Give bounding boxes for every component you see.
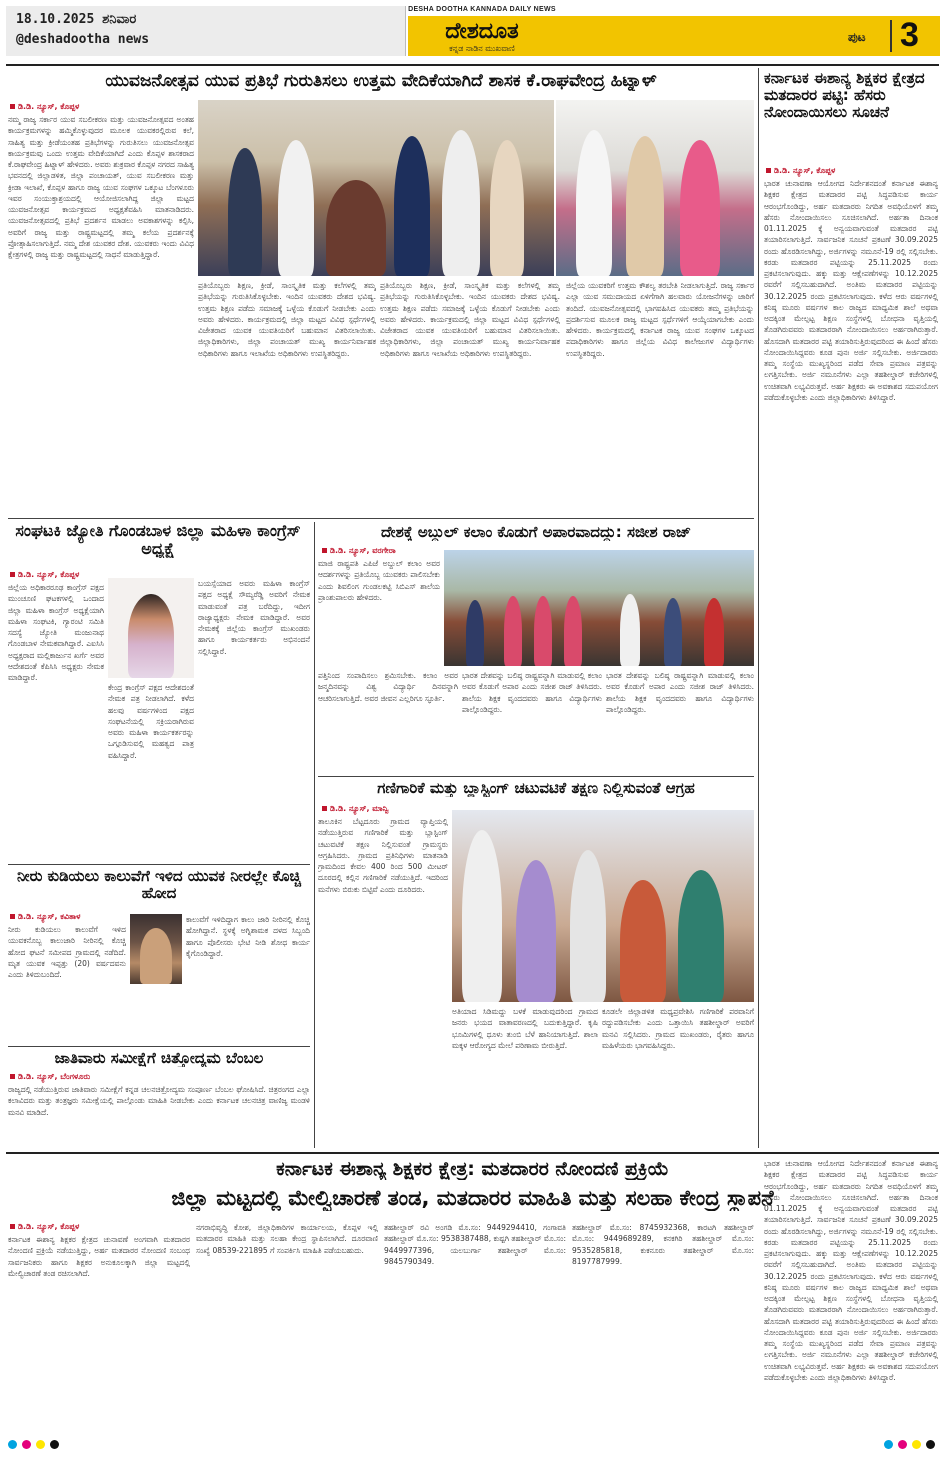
water-column-2 [186, 914, 310, 1042]
lead-headline: ಯುವಜನೋತ್ಸವ ಯುವ ಪ್ರತಿಭೆ ಗುರುತಿಸಲು ಉತ್ತಮ ವೇದಿಕೆಯಾಗಿದೆ ಶಾಸಕ ಕೆ.ರಾಘವೇಂದ್ರ ಹಿಟ್ನಾಳ್ [105, 72, 657, 91]
caste-body [8, 1084, 310, 1146]
kalam-column-2 [318, 670, 458, 772]
brand-tagline: ಕನ್ನಡ ನಾಡಿನ ಮುಖವಾಣಿ [449, 44, 515, 53]
sidebar-headline: ಕರ್ನಾಟಕ ಈಶಾನ್ಯ ಶಿಕ್ಷಕರ ಕ್ಷೇತ್ರದ ಮತದಾರರ ಪಟ್ಟಿ: ಹೆಸರು ನೋಂದಾಯಿಸಲು ಸೂಚನೆ [764, 70, 925, 121]
registration-mark-magenta [898, 1440, 907, 1449]
registration-mark-black [50, 1440, 59, 1449]
lead-photo [198, 100, 554, 276]
newspaper-logo [408, 16, 556, 56]
jyothi-column-2 [108, 682, 194, 858]
sidebar-continued [764, 1158, 938, 1434]
kalam-paragraph-2: ಪತ್ತಿನಿಂದ ಸಂಪಾದಿಸಲು ಶ್ರಮಿಸಬೇಕು. ಕಲಾಂ ಅವರ ಜನ್ಮದಿನವನ್ನು ವಿಶ್ವ ವಿದ್ಯಾರ್ಥಿ ದಿನವನ್ನಾಗಿ ಆಚರಿಸಲಾಗುತ್ತಿದೆ. ಅವರ ಜೀವನ ಎಲ್ಲರಿಗೂ ಸ್ಫೂರ್ತಿ. [318, 671, 458, 703]
bottom-paragraph-4: ತಹಶೀಲ್ದಾರ್ ಮೊ.ಸಂ: 8745932368, ಕಾರಟಗಿ ತಹಶೀಲ್ದಾರ್ ಮೊ.ಸಂ: 9449689289, ಕನಕಗಿರಿ ತಹಶೀಲ್ದಾರ್ ಮೊ.ಸಂ: 9535285818, ಕುಕನೂರು ತಹಶೀಲ್ದಾರ್ ಮೊ.ಸಂ: 8197787999. [572, 1223, 754, 1266]
water-headline: ನೀರು ಕುಡಿಯಲು ಕಾಲುವೆಗೆ ಇಳಿದ ಯುವಕ ನೀರಲ್ಲೇ ಕೊಚ್ಚಿ ಹೋದ [16, 868, 302, 902]
mining-column-2 [452, 1006, 598, 1146]
photo-figure [228, 148, 262, 276]
portrait-figure [128, 594, 174, 678]
photo-figure [678, 870, 724, 1002]
water-photo [130, 914, 182, 984]
water-paragraph-2: ಕಾಲುವೆಗೆ ಇಳಿದಿದ್ದಾಗ ಕಾಲು ಜಾರಿ ನೀರಿನಲ್ಲಿ ಕೊಚ್ಚಿ ಹೋಗಿದ್ದಾನೆ. ಸ್ಥಳಕ್ಕೆ ಅಗ್ನಿಶಾಮಕ ದಳದ ಸಿಬ್ಬಂದಿ ಹಾಗೂ ಪೊಲೀಸರು ಭೇಟಿ ನೀಡಿ ಶೋಧ ಕಾರ್ಯ ಕೈಗೊಂಡಿದ್ದಾರೆ. [186, 915, 310, 958]
jyothi-portrait [108, 578, 194, 678]
photo-figure [278, 140, 314, 276]
masthead-english-title: DESHA DOOTHA KANNADA DAILY NEWS [408, 6, 556, 13]
bottom-column-4 [572, 1222, 754, 1434]
photo-figure [576, 130, 612, 276]
photo-figure [516, 860, 556, 1002]
caste-paragraph: ರಾಜ್ಯದಲ್ಲಿ ನಡೆಯುತ್ತಿರುವ ಜಾತಿವಾರು ಸಮೀಕ್ಷೆಗೆ ಕನ್ನಡ ಚಲನಚಿತ್ರೋದ್ಯಮ ಸಂಪೂರ್ಣ ಬೆಂಬಲ ಘೋಷಿಸಿದೆ. ಚಿತ್ರರಂಗದ ಎಲ್ಲಾ ಕಲಾವಿದರು ಮತ್ತು ತಂತ್ರಜ್ಞರು ಸಮೀಕ್ಷೆಯಲ್ಲಿ ಪಾಲ್ಗೊಂಡು ಮಾಹಿತಿ ನೀಡಬೇಕು ಎಂದು ಕರ್ನಾಟಕ ಚಲನಚಿತ್ರ ವಾಣಿಜ್ಯ ಮಂಡಳಿ ಮನವಿ ಮಾಡಿದೆ. [8, 1085, 310, 1117]
lead-column-4 [566, 280, 754, 514]
bottom-headline-2: ಜಿಲ್ಲಾ ಮಟ್ಟದಲ್ಲಿ ಮೇಲ್ವಿಚಾರಣೆ ತಂಡ, ಮತದಾರರ ಮಾಹಿತಿ ಮತ್ತು ಸಲಹಾ ಕೇಂದ್ರ ಸ್ಥಾಪನೆ [171, 1186, 774, 1210]
kalam-byline: ಡಿ.ಡಿ. ನ್ಯೂಸ್, ವರಗೇರಾ [322, 546, 396, 556]
page-label: ಪುಟ [848, 30, 866, 44]
bottom-rule [6, 1152, 939, 1154]
jyothi-headline: ಸಂಘಟಕಿ ಜ್ಯೋತಿ ಗೊಂಡಬಾಳ ಜಿಲ್ಲಾ ಮಹಿಳಾ ಕಾಂಗ್ರೆಸ್ ಅಧ್ಯಕ್ಷೆ [15, 522, 301, 558]
lead-paragraph-1: ನಮ್ಮ ರಾಜ್ಯ ಸರ್ಕಾರ ಯುವ ಸಬಲೀಕರಣ ಮತ್ತು ಯುವಜನೋತ್ಸವದ ಅಂತಹ ಕಾರ್ಯಕ್ರಮಗಳನ್ನು ಹಮ್ಮಿಕೊಳ್ಳುವುದರ ಮೂಲಕ ಯುವಕರಲ್ಲಿರುವ ಕಲೆ, ಸಾಹಿತ್ಯ ಮತ್ತು ಕ್ರೀಡೆಯಂತಹ ಪ್ರತಿಭೆಗಳನ್ನು ಗುರುತಿಸಲು ಯುವಜನೋತ್ಸವ ಕಾರ್ಯಕ್ರಮವು ಒಂದು ಉತ್ತಮ ವೇದಿಕೆಯಾಗಿದೆ ಎಂದು ಕೊಪ್ಪಳ ಶಾಸಕರಾದ ಕೆ.ರಾಘವೇಂದ್ರ ಹಿಟ್ನಾಳ್ ಹೇಳಿದರು. ಅವರು ಶುಕ್ರವಾರ ಕೊಪ್ಪಳ ನಗರದ ಸಾಹಿತ್ಯ ಭವನದಲ್ಲಿ ಜಿಲ್ಲಾಡಳಿತ, ಜಿಲ್ಲಾ ಪಂಚಾಯತ್, ಯುವ ಸಬಲೀಕರಣ ಮತ್ತು ಕ್ರೀಡಾ ಇಲಾಖೆ, ಕೊಪ್ಪಳ ಹಾಗೂ ರಾಜ್ಯ ಯುವ ಸಂಘಗಳ ಒಕ್ಕೂಟ ಬೆಂಗಳೂರು ಇವರ ಸಂಯುಕ್ತಾಶ್ರಯದಲ್ಲಿ ಆಯೋಜಿಸಲಾಗಿದ್ದ ಜಿಲ್ಲಾ ಮಟ್ಟದ ಯುವಜನೋತ್ಸವ ಕಾರ್ಯಕ್ರಮದ ಅಧ್ಯಕ್ಷತೆವಹಿಸಿ ಮಾತನಾಡಿದರು. ಯುವಜನೋತ್ಸವದಲ್ಲಿ ಪ್ರತಿಭೆ ಪ್ರದರ್ಶನ ಮಾಡಲು ಅವಕಾಶಗಳನ್ನು ಕಲ್ಪಿಸಿ, ಅವರಿಗೆ ರಾಜ್ಯ ಮತ್ತು ರಾಷ್ಟ್ರಮಟ್ಟದಲ್ಲಿ ತಮ್ಮ ಕಲೆಯ ಪ್ರದರ್ಶನಕ್ಕೆ ಪ್ರೋತ್ಸಾಹಿಸಲಾಗುತ್ತಿದೆ. ನಮ್ಮ ದೇಶ ಯುವಕರ ದೇಶ. ಯುವಕರು ಇಂದು ವಿವಿಧ ಕ್ಷೇತ್ರಗಳಲ್ಲಿ ರಾಜ್ಯ ಮತ್ತು ರಾಷ್ಟ್ರಮಟ್ಟದಲ್ಲಿ ಸಾಧನೆ ಮಾಡುತ್ತಿದ್ದಾರೆ. [8, 115, 194, 259]
mining-paragraph-1: ತಾಲೂಕಿನ ಬೆಟ್ಟದೂರು ಗ್ರಾಮದ ವ್ಯಾಪ್ತಿಯಲ್ಲಿ ನಡೆಯುತ್ತಿರುವ ಗಣಿಗಾರಿಕೆ ಮತ್ತು ಬ್ಲಾಸ್ಟಿಂಗ್ ಚಟುವಟಿಕೆ ತಕ್ಷಣ ನಿಲ್ಲಿಸುವಂತೆ ಗ್ರಾಮಸ್ಥರು ಆಗ್ರಹಿಸಿದರು. ಗ್ರಾಮದ ಪ್ರತಿನಿಧಿಗಳು ಮಾತನಾಡಿ ಗ್ರಾಮದಿಂದ ಕೇವಲ 400 ರಿಂದ 500 ಮೀಟರ್ ದೂರದಲ್ಲಿ ಕಲ್ಲಿನ ಗಣಿಗಾರಿಕೆ ನಡೆಯುತ್ತಿದೆ. ಇದರಿಂದ ಮನೆಗಳು ಬಿರುಕು ಬಿಟ್ಟಿವೆ ಎಂದು ದೂರಿದರು. [318, 817, 448, 894]
kalam-paragraph-1: ಮಾಜಿ ರಾಷ್ಟ್ರಪತಿ ಎಪಿಜೆ ಅಬ್ದುಲ್ ಕಲಾಂ ಅವರ ಆದರ್ಶಗಳನ್ನು ಪ್ರತಿಯೊಬ್ಬ ಯುವಕರು ಪಾಲಿಸಬೇಕು ಎಂದು ಶಿವಲಿಂಗ ಗುಂಡಲಕಟ್ಟಿ ಸಿಬಿಎಸ್ ಶಾಲೆಯ ಪ್ರಾಂಶುಪಾಲರು ಹೇಳಿದರು. [318, 559, 440, 602]
photo-figure [504, 596, 522, 666]
photo-figure [326, 180, 386, 276]
masthead-info-box [6, 6, 406, 56]
sidebar-continued-paragraph: ಭಾರತ ಚುನಾವಣಾ ಆಯೋಗದ ನಿರ್ದೇಶನದಂತೆ ಕರ್ನಾಟಕ ಈಶಾನ್ಯ ಶಿಕ್ಷಕರ ಕ್ಷೇತ್ರದ ಮತದಾರರ ಪಟ್ಟಿ ಸಿದ್ಧಪಡಿಸುವ ಕಾರ್ಯ ಆರಂಭಗೊಂಡಿದ್ದು, ಅರ್ಹ ಮತದಾರರು ನಿಗದಿತ ಅವಧಿಯೊಳಗೆ ತಮ್ಮ ಹೆಸರು ನೋಂದಾಯಿಸಲು ಸೂಚಿಸಲಾಗಿದೆ. ಅರ್ಹತಾ ದಿನಾಂಕ 01.11.2025 ಕ್ಕೆ ಅನ್ವಯವಾಗುವಂತೆ ಮತದಾರರ ಪಟ್ಟಿ ತಯಾರಿಸಲಾಗುತ್ತಿದೆ. ಸಾರ್ವಜನಿಕ ಸೂಚನೆ ಪ್ರಕಟಣೆ 30.09.2025 ರಂದು ಹೊರಡಿಸಲಾಗಿದ್ದು, ಅರ್ಜಿಗಳನ್ನು ನಮೂನೆ-19 ರಲ್ಲಿ ಸಲ್ಲಿಸಬೇಕು. ಕರಡು ಮತದಾರರ ಪಟ್ಟಿಯನ್ನು 25.11.2025 ರಂದು ಪ್ರಕಟಿಸಲಾಗುವುದು. ಹಕ್ಕು ಮತ್ತು ಆಕ್ಷೇಪಣೆಗಳನ್ನು 10.12.2025 ರವರೆಗೆ ಸಲ್ಲಿಸಬಹುದಾಗಿದೆ. ಅಂತಿಮ ಮತದಾರರ ಪಟ್ಟಿಯನ್ನು 30.12.2025 ರಂದು ಪ್ರಕಟಿಸಲಾಗುವುದು. ಕಳೆದ ಆರು ವರ್ಷಗಳಲ್ಲಿ ಕನಿಷ್ಠ ಮೂರು ವರ್ಷಗಳ ಕಾಲ ರಾಜ್ಯದ ಮಾಧ್ಯಮಿಕ ಶಾಲೆ ಅಥವಾ ಅದಕ್ಕಿಂತ ಮೇಲ್ಪಟ್ಟ ಶಿಕ್ಷಣ ಸಂಸ್ಥೆಗಳಲ್ಲಿ ಬೋಧನಾ ವೃತ್ತಿಯಲ್ಲಿ ತೊಡಗಿರುವವರು ಮತದಾರರಾಗಿ ನೋಂದಾಯಿಸಲು ಅರ್ಹರಾಗಿರುತ್ತಾರೆ. ಹೊಸದಾಗಿ ಮತದಾರರ ಪಟ್ಟಿ ತಯಾರಿಸುತ್ತಿರುವುದರಿಂದ ಈ ಹಿಂದೆ ಹೆಸರು ನೋಂದಾಯಿಸಿದ್ದವರು ಕೂಡ ಪುನಃ ಅರ್ಜಿ ಸಲ್ಲಿಸಬೇಕು. ಅರ್ಜಿದಾರರು ತಮ್ಮ ಸಂಸ್ಥೆಯ ಮುಖ್ಯಸ್ಥರಿಂದ ಪಡೆದ ಸೇವಾ ಪ್ರಮಾಣ ಪತ್ರವನ್ನು ಲಗತ್ತಿಸಬೇಕು. ಅರ್ಜಿ ನಮೂನೆಗಳು ಎಲ್ಲಾ ತಹಶೀಲ್ದಾರ್ ಕಚೇರಿಗಳಲ್ಲಿ ಉಚಿತವಾಗಿ ಲಭ್ಯವಿರುತ್ತವೆ. ಅರ್ಹ ಶಿಕ್ಷಕರು ಈ ಅವಕಾಶದ ಸದುಪಯೋಗ ಪಡೆದುಕೊಳ್ಳಬೇಕು ಎಂದು ಜಿಲ್ಲಾಧಿಕಾರಿಗಳು ತಿಳಿಸಿದ್ದಾರೆ. [764, 1159, 938, 1382]
social-handle: @deshadootha news [16, 32, 150, 47]
photo-figure [140, 928, 172, 984]
brand-name: ದೇಶದೂತ [445, 18, 519, 44]
kalam-column-4 [606, 670, 754, 772]
kalam-column-3 [462, 670, 602, 772]
lead-paragraph-3: ಪ್ರತಿಯೊಬ್ಬರು ಶಿಕ್ಷಣ, ಕ್ರೀಡೆ, ಸಾಂಸ್ಕೃತಿಕ ಮತ್ತು ಕಲೆಗಳಲ್ಲಿ ತಮ್ಮ ಪ್ರತಿಭೆಯನ್ನು ಗುರುತಿಸಿಕೊಳ್ಳಬೇಕು. ಇಂದಿನ ಯುವಕರು ದೇಶದ ಭವಿಷ್ಯ. ಉತ್ತಮ ಶಿಕ್ಷಣ ಪಡೆದು ಸಮಾಜಕ್ಕೆ ಒಳ್ಳೆಯ ಕೊಡುಗೆ ನೀಡಬೇಕು ಎಂದು ಅವರು ಹೇಳಿದರು. ಕಾರ್ಯಕ್ರಮದಲ್ಲಿ ಜಿಲ್ಲಾ ಮಟ್ಟದ ವಿವಿಧ ಸ್ಪರ್ಧೆಗಳಲ್ಲಿ ವಿಜೇತರಾದ ಯುವಕ ಯುವತಿಯರಿಗೆ ಬಹುಮಾನ ವಿತರಿಸಲಾಯಿತು. ಜಿಲ್ಲಾಧಿಕಾರಿಗಳು, ಜಿಲ್ಲಾ ಪಂಚಾಯತ್ ಮುಖ್ಯ ಕಾರ್ಯನಿರ್ವಾಹಕ ಅಧಿಕಾರಿಗಳು ಹಾಗೂ ಇಲಾಖೆಯ ಅಧಿಕಾರಿಗಳು ಉಪಸ್ಥಿತರಿದ್ದರು. [380, 281, 560, 358]
photo-figure [442, 130, 480, 276]
bottom-paragraph-2: ನಗರಾಭಿವೃದ್ಧಿ ಕೋಶ, ಜಿಲ್ಲಾಧಿಕಾರಿಗಳ ಕಾರ್ಯಾಲಯ, ಕೊಪ್ಪಳ ಇಲ್ಲಿ ಮತದಾರರ ಮಾಹಿತಿ ಮತ್ತು ಸಲಹಾ ಕೇಂದ್ರ ಸ್ಥಾಪಿಸಲಾಗಿದೆ. ದೂರವಾಣಿ ಸಂಖ್ಯೆ 08539-221895 ಗೆ ಸಂಪರ್ಕಿಸಿ ಮಾಹಿತಿ ಪಡೆಯಬಹುದು. [196, 1223, 378, 1255]
photo-figure [620, 594, 640, 666]
lead-paragraph-4: ಜಿಲ್ಲೆಯ ಯುವಕರಿಗೆ ಉತ್ತಮ ಕೌಶಲ್ಯ ತರಬೇತಿ ನೀಡಲಾಗುತ್ತಿದೆ. ರಾಜ್ಯ ಸರ್ಕಾರ ಎಲ್ಲಾ ಯುವ ಸಮುದಾಯದ ಏಳಿಗೆಗಾಗಿ ಹಲವಾರು ಯೋಜನೆಗಳನ್ನು ಜಾರಿಗೆ ತಂದಿದೆ. ಯುವಜನೋತ್ಸವದಲ್ಲಿ ಭಾಗವಹಿಸಿದ ಯುವಕರು ತಮ್ಮ ಪ್ರತಿಭೆಯನ್ನು ಪ್ರದರ್ಶಿಸುವ ಮೂಲಕ ರಾಜ್ಯ ಮಟ್ಟದ ಸ್ಪರ್ಧೆಗಳಿಗೆ ಆಯ್ಕೆಯಾಗಬೇಕು ಎಂದು ಹೇಳಿದರು. ಕಾರ್ಯಕ್ರಮದಲ್ಲಿ ಕರ್ನಾಟಕ ರಾಜ್ಯ ಯುವ ಸಂಘಗಳ ಒಕ್ಕೂಟದ ಪದಾಧಿಕಾರಿಗಳು ಹಾಗೂ ಜಿಲ್ಲೆಯ ವಿವಿಧ ಕಾಲೇಜುಗಳ ವಿದ್ಯಾರ್ಥಿಗಳು ಉಪಸ್ಥಿತರಿದ್ದರು. [566, 281, 754, 358]
photo-figure [704, 598, 724, 666]
mining-column-3 [602, 1006, 754, 1146]
kalam-paragraph-4: ಭಾರತ ದೇಶವನ್ನು ಬಲಿಷ್ಠ ರಾಷ್ಟ್ರವನ್ನಾಗಿ ಮಾಡುವಲ್ಲಿ ಕಲಾಂ ಅವರ ಕೊಡುಗೆ ಅಪಾರ ಎಂದು ಸಜೀಶ ರಾಜ್ ತಿಳಿಸಿದರು. ಶಾಲೆಯ ಶಿಕ್ಷಕ ವೃಂದದವರು ಹಾಗೂ ವಿದ್ಯಾರ್ಥಿಗಳು ಪಾಲ್ಗೊಂಡಿದ್ದರು. [606, 671, 754, 714]
bottom-column-1 [8, 1234, 190, 1434]
lead-column-3 [380, 280, 560, 514]
kalam-column-1 [318, 558, 440, 666]
photo-figure [626, 136, 664, 276]
masthead [0, 0, 945, 62]
masthead-band [556, 16, 940, 56]
lead-paragraph-2: ಪ್ರತಿಯೊಬ್ಬರು ಶಿಕ್ಷಣ, ಕ್ರೀಡೆ, ಸಾಂಸ್ಕೃತಿಕ ಮತ್ತು ಕಲೆಗಳಲ್ಲಿ ತಮ್ಮ ಪ್ರತಿಭೆಯನ್ನು ಗುರುತಿಸಿಕೊಳ್ಳಬೇಕು. ಇಂದಿನ ಯುವಕರು ದೇಶದ ಭವಿಷ್ಯ. ಉತ್ತಮ ಶಿಕ್ಷಣ ಪಡೆದು ಸಮಾಜಕ್ಕೆ ಒಳ್ಳೆಯ ಕೊಡುಗೆ ನೀಡಬೇಕು ಎಂದು ಅವರು ಹೇಳಿದರು. ಕಾರ್ಯಕ್ರಮದಲ್ಲಿ ಜಿಲ್ಲಾ ಮಟ್ಟದ ವಿವಿಧ ಸ್ಪರ್ಧೆಗಳಲ್ಲಿ ವಿಜೇತರಾದ ಯುವಕ ಯುವತಿಯರಿಗೆ ಬಹುಮಾನ ವಿತರಿಸಲಾಯಿತು. ಜಿಲ್ಲಾಧಿಕಾರಿಗಳು, ಜಿಲ್ಲಾ ಪಂಚಾಯತ್ ಮುಖ್ಯ ಕಾರ್ಯನಿರ್ವಾಹಕ ಅಧಿಕಾರಿಗಳು ಹಾಗೂ ಇಲಾಖೆಯ ಅಧಿಕಾರಿಗಳು ಉಪಸ್ಥಿತರಿದ್ದರು. [198, 281, 376, 358]
registration-mark-yellow [36, 1440, 45, 1449]
kalam-paragraph-3: ಭಾರತ ದೇಶವನ್ನು ಬಲಿಷ್ಠ ರಾಷ್ಟ್ರವನ್ನಾಗಿ ಮಾಡುವಲ್ಲಿ ಕಲಾಂ ಅವರ ಕೊಡುಗೆ ಅಪಾರ ಎಂದು ಸಜೀಶ ರಾಜ್ ತಿಳಿಸಿದರು. ಶಾಲೆಯ ಶಿಕ್ಷಕ ವೃಂದದವರು ಹಾಗೂ ವಿದ್ಯಾರ್ಥಿಗಳು ಪಾಲ್ಗೊಂಡಿದ್ದರು. [462, 671, 602, 714]
photo-figure [664, 598, 682, 666]
jyothi-paragraph-3: ಬಯಸ್ಸೆಯಾದ ಅವರು ಮಹಿಳಾ ಕಾಂಗ್ರೆಸ್ ಪಕ್ಷದ ಅಧ್ಯಕ್ಷೆ ಸೌಮ್ಯರೆಡ್ಡಿ ಅವರಿಗೆ ನೇಮಕ ಮಾಡುವಂತೆ ಪತ್ರ ಬರೆದಿದ್ದು, ಇದೀಗ ರಾಜ್ಯಾಧ್ಯಕ್ಷರು ನೇಮಕ ಮಾಡಿದ್ದಾರೆ. ಅವರ ನೇಮಕಕ್ಕೆ ಜಿಲ್ಲೆಯ ಕಾಂಗ್ರೆಸ್ ಮುಖಂಡರು ಹಾಗೂ ಕಾರ್ಯಕರ್ತರು ಅಭಿನಂದನೆ ಸಲ್ಲಿಸಿದ್ದಾರೆ. [198, 579, 310, 656]
photo-figure [680, 140, 720, 276]
jyothi-column-3 [198, 578, 310, 858]
column-divider [314, 522, 315, 1148]
water-paragraph-1: ನೀರು ಕುಡಿಯಲು ಕಾಲುವೆಗೆ ಇಳಿದ ಯುವಕನೊಬ್ಬ ಕಾಲುಜಾರಿ ನೀರಿನಲ್ಲಿ ಕೊಚ್ಚಿ ಹೋದ ಘಟನೆ ಸಮೀಪದ ಗ್ರಾಮದಲ್ಲಿ ನಡೆದಿದೆ. ಮೃತ ಯುವಕ ಇಪ್ಪತ್ತು (20) ವರ್ಷದವನು ಎಂದು ತಿಳಿದುಬಂದಿದೆ. [8, 925, 126, 979]
page-divider [890, 20, 892, 52]
mining-paragraph-3: ಕೂಡಲೇ ಜಿಲ್ಲಾಡಳಿತ ಮಧ್ಯಪ್ರವೇಶಿಸಿ ಗಣಿಗಾರಿಕೆ ಪರವಾನಿಗೆ ರದ್ದುಪಡಿಸಬೇಕು ಎಂದು ಒತ್ತಾಯಿಸಿ ತಹಶೀಲ್ದಾರ್ ಅವರಿಗೆ ಮನವಿ ಸಲ್ಲಿಸಿದರು. ಗ್ರಾಮದ ಮುಖಂಡರು, ರೈತರು ಹಾಗೂ ಮಹಿಳೆಯರು ಭಾಗವಹಿಸಿದ್ದರು. [602, 1007, 754, 1050]
column-divider [758, 68, 759, 1148]
bottom-headline-1: ಕರ್ನಾಟಕ ಈಶಾನ್ಯ ಶಿಕ್ಷಕರ ಕ್ಷೇತ್ರ: ಮತದಾರರ ನೋಂದಣಿ ಪ್ರಕ್ರಿಯೆ [276, 1158, 669, 1180]
page-number: 3 [900, 16, 919, 54]
issue-date: 18.10.2025 ಶನಿವಾರ [16, 12, 137, 27]
registration-mark-yellow [912, 1440, 921, 1449]
section-rule [8, 1046, 310, 1047]
section-rule [8, 518, 754, 519]
lead-photo-right [556, 100, 754, 276]
sidebar-paragraph: ಭಾರತ ಚುನಾವಣಾ ಆಯೋಗದ ನಿರ್ದೇಶನದಂತೆ ಕರ್ನಾಟಕ ಈಶಾನ್ಯ ಶಿಕ್ಷಕರ ಕ್ಷೇತ್ರದ ಮತದಾರರ ಪಟ್ಟಿ ಸಿದ್ಧಪಡಿಸುವ ಕಾರ್ಯ ಆರಂಭಗೊಂಡಿದ್ದು, ಅರ್ಹ ಮತದಾರರು ನಿಗದಿತ ಅವಧಿಯೊಳಗೆ ತಮ್ಮ ಹೆಸರು ನೋಂದಾಯಿಸಲು ಸೂಚಿಸಲಾಗಿದೆ. ಅರ್ಹತಾ ದಿನಾಂಕ 01.11.2025 ಕ್ಕೆ ಅನ್ವಯವಾಗುವಂತೆ ಮತದಾರರ ಪಟ್ಟಿ ತಯಾರಿಸಲಾಗುತ್ತಿದೆ. ಸಾರ್ವಜನಿಕ ಸೂಚನೆ ಪ್ರಕಟಣೆ 30.09.2025 ರಂದು ಹೊರಡಿಸಲಾಗಿದ್ದು, ಅರ್ಜಿಗಳನ್ನು ನಮೂನೆ-19 ರಲ್ಲಿ ಸಲ್ಲಿಸಬೇಕು. ಕರಡು ಮತದಾರರ ಪಟ್ಟಿಯನ್ನು 25.11.2025 ರಂದು ಪ್ರಕಟಿಸಲಾಗುವುದು. ಹಕ್ಕು ಮತ್ತು ಆಕ್ಷೇಪಣೆಗಳನ್ನು 10.12.2025 ರವರೆಗೆ ಸಲ್ಲಿಸಬಹುದಾಗಿದೆ. ಅಂತಿಮ ಮತದಾರರ ಪಟ್ಟಿಯನ್ನು 30.12.2025 ರಂದು ಪ್ರಕಟಿಸಲಾಗುವುದು. ಕಳೆದ ಆರು ವರ್ಷಗಳಲ್ಲಿ ಕನಿಷ್ಠ ಮೂರು ವರ್ಷಗಳ ಕಾಲ ರಾಜ್ಯದ ಮಾಧ್ಯಮಿಕ ಶಾಲೆ ಅಥವಾ ಅದಕ್ಕಿಂತ ಮೇಲ್ಪಟ್ಟ ಶಿಕ್ಷಣ ಸಂಸ್ಥೆಗಳಲ್ಲಿ ಬೋಧನಾ ವೃತ್ತಿಯಲ್ಲಿ ತೊಡಗಿರುವವರು ಮತದಾರರಾಗಿ ನೋಂದಾಯಿಸಲು ಅರ್ಹರಾಗಿರುತ್ತಾರೆ. ಹೊಸದಾಗಿ ಮತದಾರರ ಪಟ್ಟಿ ತಯಾರಿಸುತ್ತಿರುವುದರಿಂದ ಈ ಹಿಂದೆ ಹೆಸರು ನೋಂದಾಯಿಸಿದ್ದವರು ಕೂಡ ಪುನಃ ಅರ್ಜಿ ಸಲ್ಲಿಸಬೇಕು. ಅರ್ಜಿದಾರರು ತಮ್ಮ ಸಂಸ್ಥೆಯ ಮುಖ್ಯಸ್ಥರಿಂದ ಪಡೆದ ಸೇವಾ ಪ್ರಮಾಣ ಪತ್ರವನ್ನು ಲಗತ್ತಿಸಬೇಕು. ಅರ್ಜಿ ನಮೂನೆಗಳು ಎಲ್ಲಾ ತಹಶೀಲ್ದಾರ್ ಕಚೇರಿಗಳಲ್ಲಿ ಉಚಿತವಾಗಿ ಲಭ್ಯವಿರುತ್ತವೆ. ಅರ್ಹ ಶಿಕ್ಷಕರು ಈ ಅವಕಾಶದ ಸದುಪಯೋಗ ಪಡೆದುಕೊಳ್ಳಬೇಕು ಎಂದು ಜಿಲ್ಲಾಧಿಕಾರಿಗಳು ತಿಳಿಸಿದ್ದಾರೆ. [764, 179, 938, 402]
bottom-byline: ಡಿ.ಡಿ. ನ್ಯೂಸ್, ಕೊಪ್ಪಳ [10, 1222, 79, 1232]
jyothi-paragraph-1: ಜಿಲ್ಲೆಯ ಅಧಿಕಾರರೂಢ ಕಾಂಗ್ರೆಸ್ ಪಕ್ಷದ ಮುಂಚೂಣಿ ಘಟಕಗಳಲ್ಲಿ ಒಂದಾದ ಜಿಲ್ಲಾ ಮಹಿಳಾ ಕಾಂಗ್ರೆಸ್ ಅಧ್ಯಕ್ಷೆಯಾಗಿ ಮಹಿಳಾ ಸಂಘಟಕಿ, ಗ್ಯಾರಂಟಿ ಸಮಿತಿ ಸದಸ್ಯೆ ಜ್ಯೋತಿ ಮಂಜುನಾಥ ಗೊಂಡಬಾಳ ನೇಮಕವಾಗಿದ್ದಾರೆ. ಎಐಸಿಸಿ ಅಧ್ಯಕ್ಷರಾದ ಮಲ್ಲಿಕಾರ್ಜುನ ಖರ್ಗೆ ಅವರ ಆದೇಶದಂತೆ ಕೆಪಿಸಿಸಿ ಅಧ್ಯಕ್ಷರು ನೇಮಕ ಮಾಡಿದ್ದಾರೆ. [8, 583, 104, 682]
caste-headline: ಜಾತಿವಾರು ಸಮೀಕ್ಷೆಗೆ ಚಿತ್ತೋದ್ಯಮ ಬೆಂಬಲ [54, 1050, 264, 1067]
jyothi-byline: ಡಿ.ಡಿ. ನ್ಯೂಸ್, ಕೊಪ್ಪಳ [10, 570, 79, 580]
sidebar-body [764, 178, 938, 1146]
registration-mark-cyan [884, 1440, 893, 1449]
section-rule [318, 776, 754, 777]
photo-figure [564, 596, 582, 666]
bottom-column-3 [384, 1222, 566, 1434]
kalam-headline: ದೇಶಕ್ಕೆ ಅಬ್ದುಲ್ ಕಲಾಂ ಕೊಡುಗೆ ಅಪಾರವಾದದ್ದು: ಸಜೀಶ ರಾಜ್ [381, 524, 691, 541]
bottom-column-2 [196, 1222, 378, 1434]
jyothi-column-1 [8, 582, 104, 858]
kalam-photo [444, 550, 754, 666]
photo-figure [620, 880, 666, 1002]
registration-mark-cyan [8, 1440, 17, 1449]
photo-figure [394, 136, 430, 276]
masthead-rule [6, 64, 939, 66]
mining-column-1 [318, 816, 448, 1146]
mining-paragraph-2: ಅತಿಯಾದ ಸಿಡಿಮದ್ದು ಬಳಕೆ ಮಾಡುವುದರಿಂದ ಗ್ರಾಮದ ಜನರು ಭಯದ ವಾತಾವರಣದಲ್ಲಿ ಬದುಕುತ್ತಿದ್ದಾರೆ. ಕೃಷಿ ಭೂಮಿಗಳಲ್ಲಿ ಧೂಳು ತುಂಬಿ ಬೆಳೆ ಹಾನಿಯಾಗುತ್ತಿದೆ. ಶಾಲಾ ಮಕ್ಕಳ ಆರೋಗ್ಯದ ಮೇಲೆ ಪರಿಣಾಮ ಬೀರುತ್ತಿದೆ. [452, 1007, 598, 1050]
lead-column-1 [8, 114, 194, 514]
bottom-paragraph-3: ತಹಶೀಲ್ದಾರ್ ರವಿ ಅಂಗಡಿ ಮೊ.ಸಂ: 9449294410, ಗಂಗಾವತಿ ತಹಶೀಲ್ದಾರ್ ಮೊ.ಸಂ: 9538387488, ಕುಷ್ಟಗಿ ತಹಶೀಲ್ದಾರ್ ಮೊ.ಸಂ: 9449977396, ಯಲಬುರ್ಗಾ ತಹಶೀಲ್ದಾರ್ ಮೊ.ಸಂ: 9845790349. [384, 1223, 566, 1266]
mining-byline: ಡಿ.ಡಿ. ನ್ಯೂಸ್, ಮಾನ್ವಿ [322, 804, 389, 814]
photo-figure [534, 596, 552, 666]
water-byline: ಡಿ.ಡಿ. ನ್ಯೂಸ್, ಕವಿತಾಳ [10, 912, 80, 922]
caste-byline: ಡಿ.ಡಿ. ನ್ಯೂಸ್, ಬೆಂಗಳೂರು [10, 1072, 90, 1082]
mining-photo [452, 810, 754, 1002]
sidebar-byline: ಡಿ.ಡಿ. ನ್ಯೂಸ್, ಕೊಪ್ಪಳ [766, 166, 835, 176]
mining-headline: ಗಣಿಗಾರಿಕೆ ಮತ್ತು ಬ್ಲಾಸ್ಟಿಂಗ್ ಚಟುವಟಿಕೆ ತಕ್ಷಣ ನಿಲ್ಲಿಸುವಂತೆ ಆಗ್ರಹ [377, 780, 695, 797]
photo-figure [462, 830, 502, 1002]
water-column-1 [8, 924, 126, 1042]
registration-mark-black [926, 1440, 935, 1449]
section-rule [8, 864, 310, 865]
lead-byline: ಡಿ.ಡಿ. ನ್ಯೂಸ್, ಕೊಪ್ಪಳ [10, 102, 79, 112]
photo-figure [570, 850, 606, 1002]
bottom-paragraph-1: ಕರ್ನಾಟಕ ಈಶಾನ್ಯ ಶಿಕ್ಷಕರ ಕ್ಷೇತ್ರದ ಚುನಾವಣೆ ಅಂಗವಾಗಿ ಮತದಾರರ ನೋಂದಣಿ ಪ್ರಕ್ರಿಯೆ ನಡೆಯುತ್ತಿದ್ದು, ಅರ್ಹ ಮತದಾರರ ನೋಂದಣಿ ಸಂಬಂಧ ಸಾರ್ವಜನಿಕರು ಹಾಗೂ ಶಿಕ್ಷಕರ ಅನುಕೂಲಕ್ಕಾಗಿ ಜಿಲ್ಲಾ ಮಟ್ಟದಲ್ಲಿ ಮೇಲ್ವಿಚಾರಣೆ ತಂಡ ರಚಿಸಲಾಗಿದೆ. [8, 1235, 190, 1278]
registration-mark-magenta [22, 1440, 31, 1449]
photo-figure [490, 140, 524, 276]
lead-column-2 [198, 280, 376, 514]
jyothi-paragraph-2: ಕೇಂದ್ರ ಕಾಂಗ್ರೆಸ್ ಪಕ್ಷದ ಆದೇಶದಂತೆ ನೇಮಕ ಪತ್ರ ನೀಡಲಾಗಿದೆ. ಕಳೆದ ಹಲವು ವರ್ಷಗಳಿಂದ ಪಕ್ಷದ ಸಂಘಟನೆಯಲ್ಲಿ ಸಕ್ರಿಯರಾಗಿರುವ ಅವರು ಮಹಿಳಾ ಕಾರ್ಯಕರ್ತರನ್ನು ಒಗ್ಗೂಡಿಸುವಲ್ಲಿ ಮಹತ್ವದ ಪಾತ್ರ ವಹಿಸಿದ್ದಾರೆ. [108, 683, 194, 760]
photo-figure [466, 600, 484, 666]
